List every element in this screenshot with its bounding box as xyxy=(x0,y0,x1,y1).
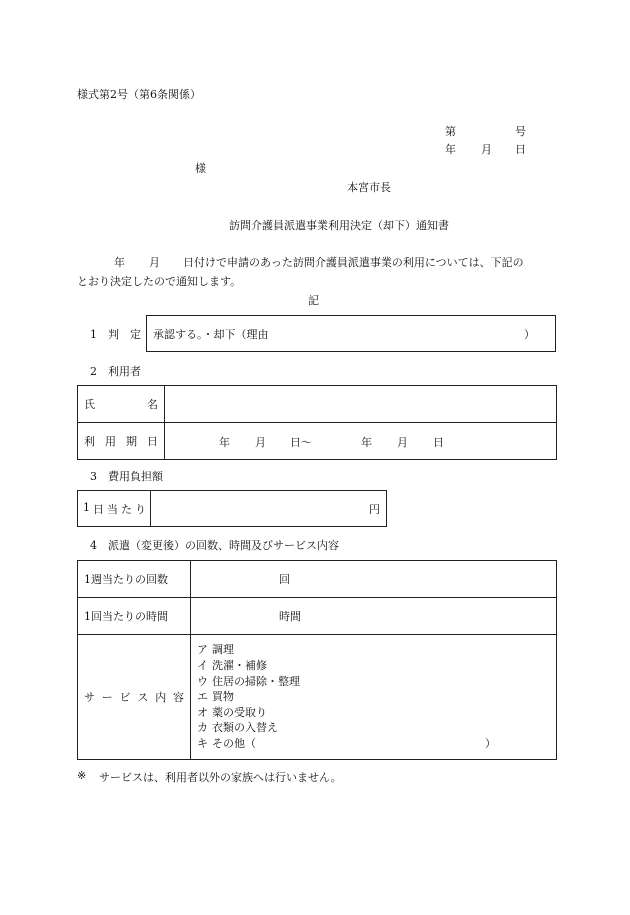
service-label-char: ビ xyxy=(119,691,131,704)
recipient-honorific: 様 xyxy=(195,162,206,175)
section1-label: 1 判 定 xyxy=(90,328,141,341)
per-visit-label: 1回当たりの時間 xyxy=(84,610,168,623)
period-year-1: 年 xyxy=(219,436,230,449)
cost-unit: 円 xyxy=(369,502,380,516)
name-label-char: 名 xyxy=(147,398,158,411)
name-label-char: 氏 xyxy=(84,398,95,411)
section2-heading: 2 利用者 xyxy=(90,365,141,378)
period-label-char: 期 xyxy=(126,435,137,448)
body-month: 月 xyxy=(149,256,160,269)
period-value-cell xyxy=(165,423,557,460)
service-label-char: 容 xyxy=(172,691,184,704)
service-list xyxy=(191,636,556,757)
service-item: オ 薬の受取り xyxy=(197,705,267,719)
service-item: ウ 住居の掃除・整理 xyxy=(197,674,300,688)
period-year-2: 年 xyxy=(361,436,372,449)
cost-label-char: り xyxy=(135,502,146,516)
cost-label-char: た xyxy=(121,502,132,516)
service-label-cell xyxy=(78,635,191,760)
period-month-1: 月 xyxy=(255,436,266,449)
footnote-text: サービスは、利用者以外の家族へは行いません。 xyxy=(99,771,342,784)
service-label-char: サ xyxy=(84,691,95,704)
service-item: ア 調理 xyxy=(197,643,234,657)
per-visit-unit: 時間 xyxy=(279,610,301,623)
service-item: カ 衣類の入替え xyxy=(197,721,278,735)
document-title: 訪問介護員派遣事業利用決定（却下）通知書 xyxy=(229,219,449,232)
period-label-cell xyxy=(78,423,165,460)
doc-number-prefix: 第 xyxy=(445,125,456,138)
service-label-char: ー xyxy=(101,691,113,704)
decision-close-paren: ） xyxy=(524,327,535,341)
cost-label-char: 当 xyxy=(107,502,118,516)
decision-cell xyxy=(147,316,556,352)
per-visit-value-cell xyxy=(191,598,557,635)
service-list-cell xyxy=(191,635,557,760)
cost-label-char: 日 xyxy=(93,502,104,516)
cost-label-char: 1 xyxy=(83,500,90,514)
period-month-2: 月 xyxy=(397,436,408,449)
cost-table xyxy=(77,490,387,527)
body-year: 年 xyxy=(114,256,125,269)
service-label-char: 内 xyxy=(155,691,167,704)
body-line2: とおり決定したので通知します。 xyxy=(77,275,242,288)
section3-heading: 3 費用負担額 xyxy=(90,470,163,483)
decision-text: 承認する。・却下（理由 xyxy=(153,327,269,341)
other-close-paren: ） xyxy=(485,736,496,750)
period-label-char: 用 xyxy=(105,435,116,448)
weekly-value-cell xyxy=(191,561,557,598)
footnote-mark: ※ xyxy=(77,769,87,782)
cost-label-cell xyxy=(78,491,151,527)
ki-mark: 記 xyxy=(308,294,319,307)
period-day-1: 日～ xyxy=(290,436,312,449)
name-value-cell xyxy=(165,386,557,423)
weekly-label-cell xyxy=(78,561,191,598)
section4-heading: 4 派遣（変更後）の回数、時間及びサービス内容 xyxy=(90,539,339,552)
decision-table xyxy=(146,315,556,352)
service-table xyxy=(77,560,557,760)
service-item: エ 買物 xyxy=(197,690,234,704)
weekly-label: 1週当たりの回数 xyxy=(84,573,168,586)
doc-number-suffix: 号 xyxy=(515,125,526,138)
service-label-char: ス xyxy=(137,691,149,704)
form-number: 様式第2号（第6条関係） xyxy=(77,88,201,101)
period-day-2: 日 xyxy=(433,436,444,449)
per-visit-label-cell xyxy=(78,598,191,635)
period-label-char: 日 xyxy=(147,435,158,448)
weekly-unit: 回 xyxy=(279,573,290,586)
body-line1: 日付けで申請のあった訪問介護員派遣事業の利用については、下記の xyxy=(183,256,524,269)
service-item-other: キ その他（ ） xyxy=(197,736,556,752)
date-month: 月 xyxy=(481,143,492,156)
date-day: 日 xyxy=(515,143,526,156)
service-item: イ 洗濯・補修 xyxy=(197,659,267,673)
period-label-char: 利 xyxy=(84,435,95,448)
user-table xyxy=(77,385,557,460)
sender-name: 本宮市長 xyxy=(347,181,391,194)
name-label-cell xyxy=(78,386,165,423)
cost-value-cell xyxy=(151,491,387,527)
date-year: 年 xyxy=(445,143,456,156)
